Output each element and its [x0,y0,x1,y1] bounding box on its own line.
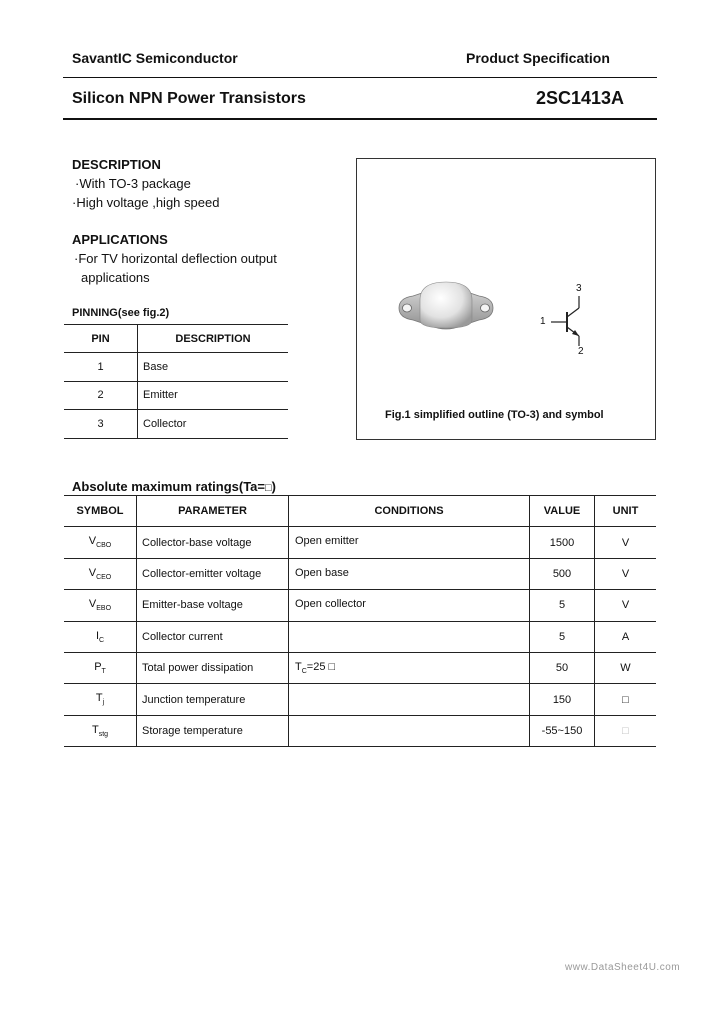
table-row [64,621,656,652]
condition-text: T [295,661,302,674]
pin-description: Base [138,353,289,382]
condition-text: Open collector [295,598,366,611]
condition-rest: =25 □ [306,661,336,674]
condition [289,558,530,589]
unit: V [595,558,657,589]
pin-description: Collector [138,410,289,439]
symbol-sub: C [99,636,105,644]
table-row [64,590,656,621]
symbol-base: V [88,566,97,579]
to3-package-icon [391,274,501,349]
symbol-base: T [91,723,99,736]
symbol-sub: stg [98,731,109,739]
parameter: Collector-emitter voltage [137,558,289,589]
col-conditions: CONDITIONS [289,496,530,527]
parameter: Total power dissipation [137,652,289,683]
ratings-heading [72,479,276,494]
symbol-sub: T [101,668,106,676]
table-row [64,652,656,683]
description-heading: DESCRIPTION [72,157,161,172]
unit: V [595,527,657,558]
unit: □ [595,684,657,715]
symbol [64,621,137,652]
symbol [64,652,137,683]
col-description: DESCRIPTION [138,325,289,353]
spec-label: Product Specification [466,50,610,66]
symbol-base: T [95,692,103,705]
parameter: Junction temperature [137,684,289,715]
unit: W [595,652,657,683]
watermark: www.DataSheet4U.com [565,962,681,973]
ratings-table [64,495,656,747]
symbol [64,715,137,746]
symbol-base: V [88,598,97,611]
table-row [64,715,656,746]
table-header-row [64,325,288,353]
parameter: Collector-base voltage [137,527,289,558]
condition [289,652,530,683]
pin-number: 1 [64,353,138,382]
unit: A [595,621,657,652]
figure-caption: Fig.1 simplified outline (TO-3) and symbol [385,409,604,421]
table-row [64,353,288,382]
col-parameter: PARAMETER [137,496,289,527]
value: 5 [530,621,595,652]
symbol [64,684,137,715]
ratings-heading-end: ) [271,479,276,494]
applications-line: applications [81,270,150,285]
description-item: ·High voltage ,high speed [72,195,220,210]
col-pin: PIN [64,325,138,353]
pin-number: 2 [64,381,138,410]
symbol-base: V [88,535,97,548]
description-item: ·With TO-3 package [75,176,191,191]
applications-line: ·For TV horizontal deflection output [74,251,277,266]
parameter: Emitter-base voltage [137,590,289,621]
pin-number: 3 [64,410,138,439]
symbol-sub: CEO [96,574,112,582]
header-rule [63,77,657,78]
symbol-sub: CBO [96,542,112,550]
symbol [64,590,137,621]
pinning-table [64,324,288,439]
table-row [64,558,656,589]
symbol-base: I [95,629,99,642]
table-header-row [64,496,656,527]
unit: □ [595,715,657,746]
col-symbol: SYMBOL [64,496,137,527]
col-unit: UNIT [595,496,657,527]
table-row [64,381,288,410]
pin-description: Emitter [138,381,289,410]
symbol-sub: EBO [96,605,112,613]
symbol-sub: j [102,699,105,707]
condition [289,621,530,652]
table-row [64,684,656,715]
npn-symbol-icon [537,284,607,359]
condition [289,684,530,715]
value: 500 [530,558,595,589]
table-row [64,527,656,558]
parameter: Storage temperature [137,715,289,746]
condition-text: Open emitter [295,535,359,548]
title-rule [63,118,657,120]
company-name: SavantIC Semiconductor [72,50,238,66]
table-row [64,410,288,439]
value: 50 [530,652,595,683]
product-line: Silicon NPN Power Transistors [72,90,306,107]
figure-box [356,158,656,440]
pin-label-emitter: 2 [578,346,584,357]
pin-label-collector: 3 [576,283,582,294]
part-number: 2SC1413A [536,88,625,108]
unit: V [595,590,657,621]
symbol [64,527,137,558]
condition [289,715,530,746]
condition [289,590,530,621]
value: 1500 [530,527,595,558]
pinning-heading: PINNING(see fig.2) [72,307,170,319]
degree-glyph: □ [265,482,272,494]
parameter: Collector current [137,621,289,652]
col-value: VALUE [530,496,595,527]
condition [289,527,530,558]
value: 150 [530,684,595,715]
condition-sub: C [301,668,307,676]
ratings-heading-text: Absolute maximum ratings(Ta= [72,479,265,494]
pin-label-base: 1 [540,316,546,327]
symbol [64,558,137,589]
applications-heading: APPLICATIONS [72,232,168,247]
condition-text: Open base [295,566,349,579]
value: 5 [530,590,595,621]
value: -55~150 [530,715,595,746]
symbol-base: P [94,661,102,674]
